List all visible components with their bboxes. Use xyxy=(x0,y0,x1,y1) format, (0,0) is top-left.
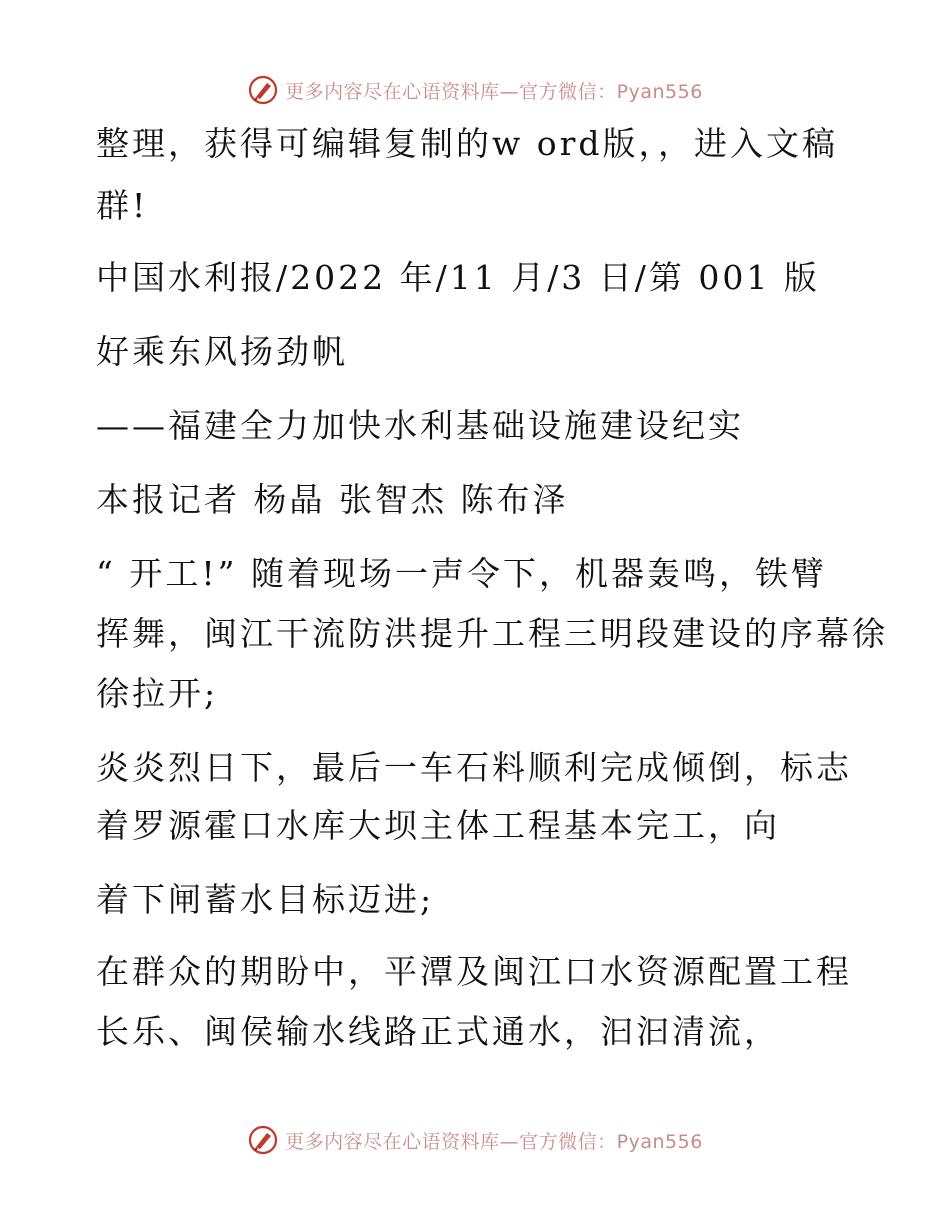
pen-logo-icon xyxy=(247,1124,279,1156)
byline: 本报记者 杨晶 张智杰 陈布泽 xyxy=(96,480,569,519)
watermark-text: 更多内容尽在心语资料库—官方微信：Pyan556 xyxy=(285,1130,703,1153)
text-line: 挥舞，闽江干流防洪提升工程三明段建设的序幕徐 xyxy=(96,614,888,653)
text-line: 着下闸蓄水目标迈进; xyxy=(96,880,435,919)
watermark-text: 更多内容尽在心语资料库—官方微信：Pyan556 xyxy=(285,80,703,103)
watermark-group xyxy=(247,1124,703,1156)
footer-watermark xyxy=(0,1120,950,1160)
article-title: 好乘东风扬劲帆 xyxy=(96,332,348,371)
text-line: 长乐、闽侯输水线路正式通水，汩汩清流， xyxy=(96,1012,780,1051)
text-line: “ 开工!” 随着现场一声令下，机器轰鸣，铁臂 xyxy=(96,554,827,593)
text-line: 群! xyxy=(96,186,149,225)
text-line: 整理，获得可编辑复制的w ord版，，进入文稿 xyxy=(96,124,839,163)
publication-line: 中国水利报/2022 年/11 月/3 日/第 001 版 xyxy=(96,258,820,297)
text-line: 炎炎烈日下，最后一车石料顺利完成倾倒，标志 xyxy=(96,748,852,787)
article-subtitle: ——福建全力加快水利基础设施建设纪实 xyxy=(96,406,744,445)
text-line: 着罗源霍口水库大坝主体工程基本完工，向 xyxy=(96,806,780,845)
text-line: 徐拉开; xyxy=(96,674,219,713)
text-line: 在群众的期盼中，平潭及闽江口水资源配置工程 xyxy=(96,952,852,991)
